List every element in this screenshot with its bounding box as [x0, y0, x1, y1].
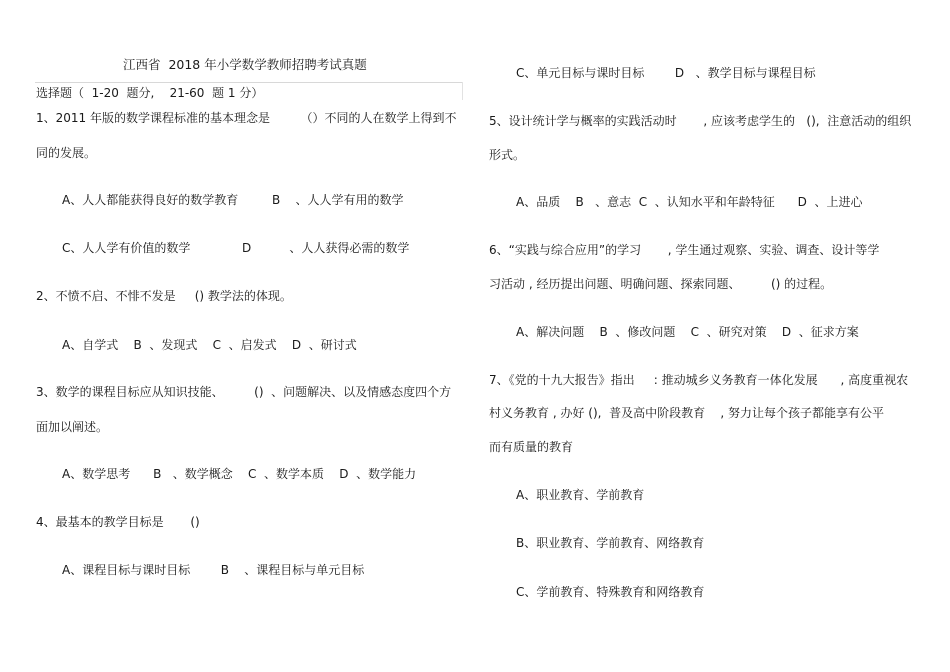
question-7-text-line3: 而有质量的教育	[489, 440, 574, 454]
question-4-options-cd: C、单元目标与课时目标 D 、教学目标与课程目标	[516, 66, 816, 80]
page-title: 江西省 2018 年小学数学教师招聘考试真题	[123, 57, 367, 72]
question-5-options: A、品质 B 、意志 C 、认知水平和年龄特征 D 、上进心	[516, 195, 863, 209]
question-7-text-line1: 7、《党的十九大报告》指出 : 推动城乡义务教育一体化发展 , 高度重视农	[489, 373, 909, 387]
question-1-text-line2: 同的发展。	[36, 146, 97, 160]
question-7-option-a: A、职业教育、学前教育	[516, 488, 645, 502]
question-5-text-line2: 形式。	[489, 148, 526, 162]
header-divider-vertical	[462, 82, 463, 100]
question-1-option-a: A、人人都能获得良好的数学教育	[62, 193, 239, 207]
question-4-options-ab: A、课程目标与课时目标 B 、课程目标与单元目标	[62, 563, 365, 577]
section-header: 选择题（ 1-20 题分, 21-60 题 1 分）	[36, 86, 264, 100]
question-3-text-line2: 面加以阐述。	[36, 420, 109, 434]
question-6-text-line1: 6、“实践与综合应用”的学习 , 学生通过观察、实验、调查、设计等学	[489, 243, 880, 257]
question-5-text-line1: 5、设计统计学与概率的实践活动时 , 应该考虑学生的 (), 注意活动的组织	[489, 114, 912, 128]
header-divider	[35, 82, 462, 83]
question-4-text: 4、最基本的教学目标是 ()	[36, 515, 200, 529]
question-7-text-line2: 村义务教育 , 办好 (), 普及高中阶段教育 , 努力让每个孩子都能享有公平	[489, 406, 884, 420]
question-1-option-c: C、人人学有价值的数学	[62, 241, 191, 255]
question-1-option-b: B 、人人学有用的数学	[272, 193, 404, 207]
question-3-options: A、数学思考 B 、数学概念 C 、数学本质 D 、数学能力	[62, 467, 417, 481]
question-2-text: 2、不愤不启、不悱不发是 () 教学法的体现。	[36, 289, 292, 303]
question-6-text-line2: 习活动 , 经历提出问题、明确问题、探索同题、 () 的过程。	[489, 277, 833, 291]
question-2-options: A、自学式 B 、发现式 C 、启发式 D 、研讨式	[62, 338, 357, 352]
question-6-options: A、解决问题 B 、修改问题 C 、研究对策 D 、征求方案	[516, 325, 859, 339]
question-3-text-line1: 3、数学的课程目标应从知识技能、 () 、问题解决、以及情感态度四个方	[36, 385, 452, 399]
question-7-option-c: C、学前教育、特殊教育和网络教育	[516, 585, 705, 599]
question-1-text-line1: 1、2011 年版的数学课程标准的基本理念是 （）不同的人在数学上得到不	[36, 111, 457, 125]
question-1-option-d: D 、人人获得必需的数学	[242, 241, 410, 255]
question-7-option-b: B、职业教育、学前教育、网络教育	[516, 536, 705, 550]
